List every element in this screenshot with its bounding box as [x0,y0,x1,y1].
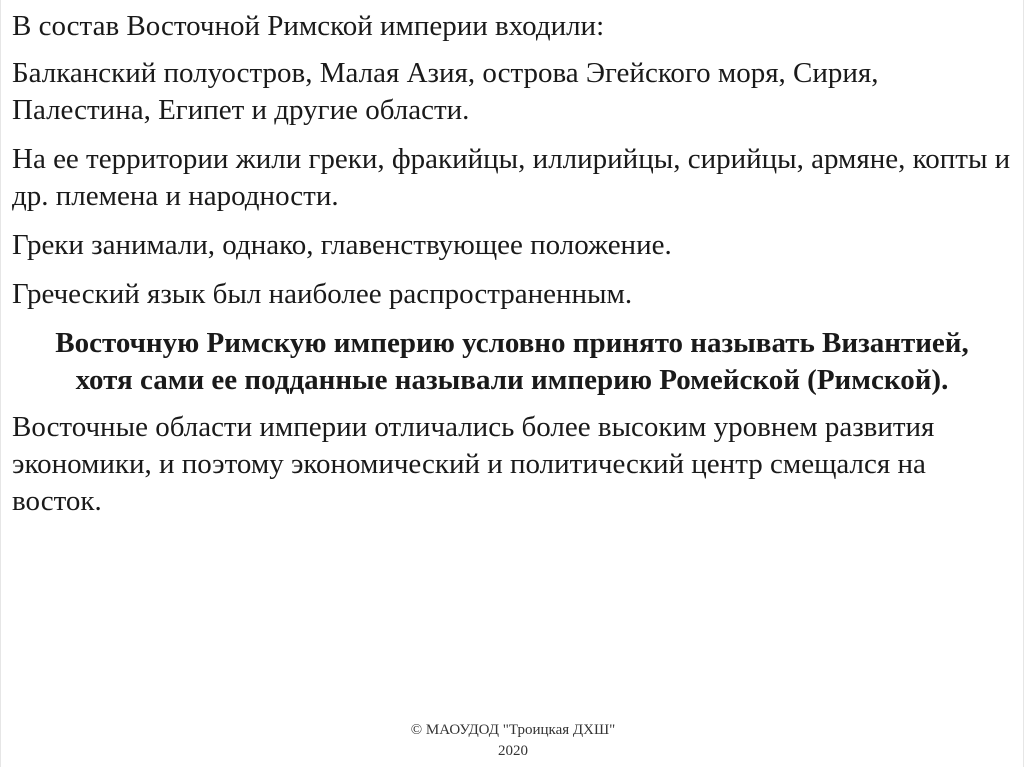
greeks-paragraph: Греки занимали, однако, главенствующее положение. [12,229,672,261]
footer-year: 2020 [498,743,528,759]
byzantium-emphasis: Восточную Римскую империю условно принято называть Византией, хотя сами ее подданные называли империю Ромейской (Римской). [55,327,969,396]
peoples-paragraph: На ее территории жили греки, фракийцы, иллирийцы, сирийцы, армяне, копты и др. племена и народности. [12,143,1011,212]
slide-content [12,8,1012,532]
territories-paragraph: Балканский полуостров, Малая Азия, острова Эгейского моря, Сирия, Палестина, Египет и другие области. [12,57,879,126]
intro-paragraph: В состав Восточной Римской империи входили: [12,10,605,42]
footer-copyright: © МАОУДОД "Троицкая ДХШ" [410,722,616,738]
closing-paragraph: Восточные области империи отличались более высоким уровнем развития экономики, и поэтому экономический и политический центр смещался на восток. [12,411,935,517]
language-paragraph: Греческий язык был наиболее распространенным. [12,278,633,310]
footer [1,720,1024,762]
